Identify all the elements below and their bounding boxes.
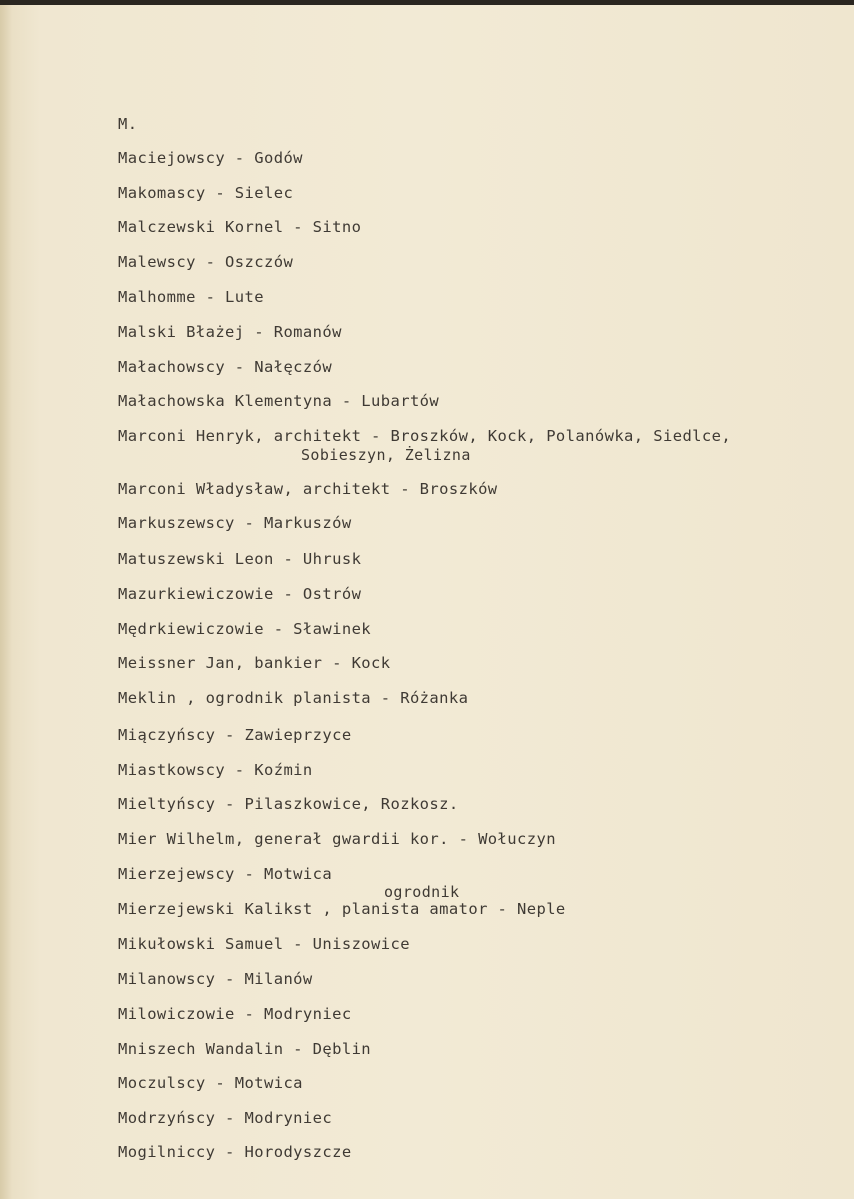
page-left-shadow [0, 5, 12, 1199]
list-entry: Meklin , ogrodnik planista - Różanka [118, 689, 469, 707]
list-entry: Mikułowski Samuel - Uniszowice [118, 935, 410, 953]
list-entry: Makomascy - Sielec [118, 184, 294, 202]
section-heading: M. [118, 115, 138, 133]
list-entry: Mierzejewscy - Motwica [118, 865, 333, 883]
list-entry: Mieltyńscy - Pilaszkowice, Rozkosz. [118, 795, 459, 813]
list-entry: Milanowscy - Milanów [118, 970, 313, 988]
list-entry: Malski Błażej - Romanów [118, 323, 342, 341]
list-entry: Mierzejewski Kalikst , planista amator - Neple [118, 900, 566, 918]
handwritten-insertion: ogrodnik [384, 883, 460, 901]
list-entry: Maciejowscy - Godów [118, 149, 303, 167]
list-entry: Meissner Jan, bankier - Kock [118, 654, 391, 672]
list-entry: Mazurkiewiczowie - Ostrów [118, 585, 362, 603]
list-entry: Mier Wilhelm, generał gwardii kor. - Wołuczyn [118, 830, 556, 848]
list-entry: Markuszewscy - Markuszów [118, 514, 352, 532]
list-entry: Marconi Władysław, architekt - Broszków [118, 480, 498, 498]
list-entry: Moczulscy - Motwica [118, 1074, 303, 1092]
list-entry: Matuszewski Leon - Uhrusk [118, 550, 362, 568]
list-entry-continuation: Sobieszyn, Żelizna [301, 446, 471, 464]
list-entry: Małachowscy - Nałęczów [118, 358, 333, 376]
list-entry: Modrzyńscy - Modryniec [118, 1109, 333, 1127]
list-entry: Malhomme - Lute [118, 288, 264, 306]
list-entry: Miastkowscy - Koźmin [118, 761, 313, 779]
list-entry: Marconi Henryk, architekt - Broszków, Kock, Polanówka, Siedlce, [118, 427, 732, 445]
list-entry: Miączyńscy - Zawieprzyce [118, 726, 352, 744]
list-entry: Milowiczowie - Modryniec [118, 1005, 352, 1023]
list-entry: Malczewski Kornel - Sitno [118, 218, 362, 236]
list-entry: Mniszech Wandalin - Dęblin [118, 1040, 372, 1058]
page-top-border [0, 0, 854, 5]
list-entry: Mogilniccy - Horodyszcze [118, 1143, 352, 1161]
list-entry: Małachowska Klementyna - Lubartów [118, 392, 440, 410]
list-entry: Mędrkiewiczowie - Sławinek [118, 620, 372, 638]
list-entry: Malewscy - Oszczów [118, 253, 294, 271]
